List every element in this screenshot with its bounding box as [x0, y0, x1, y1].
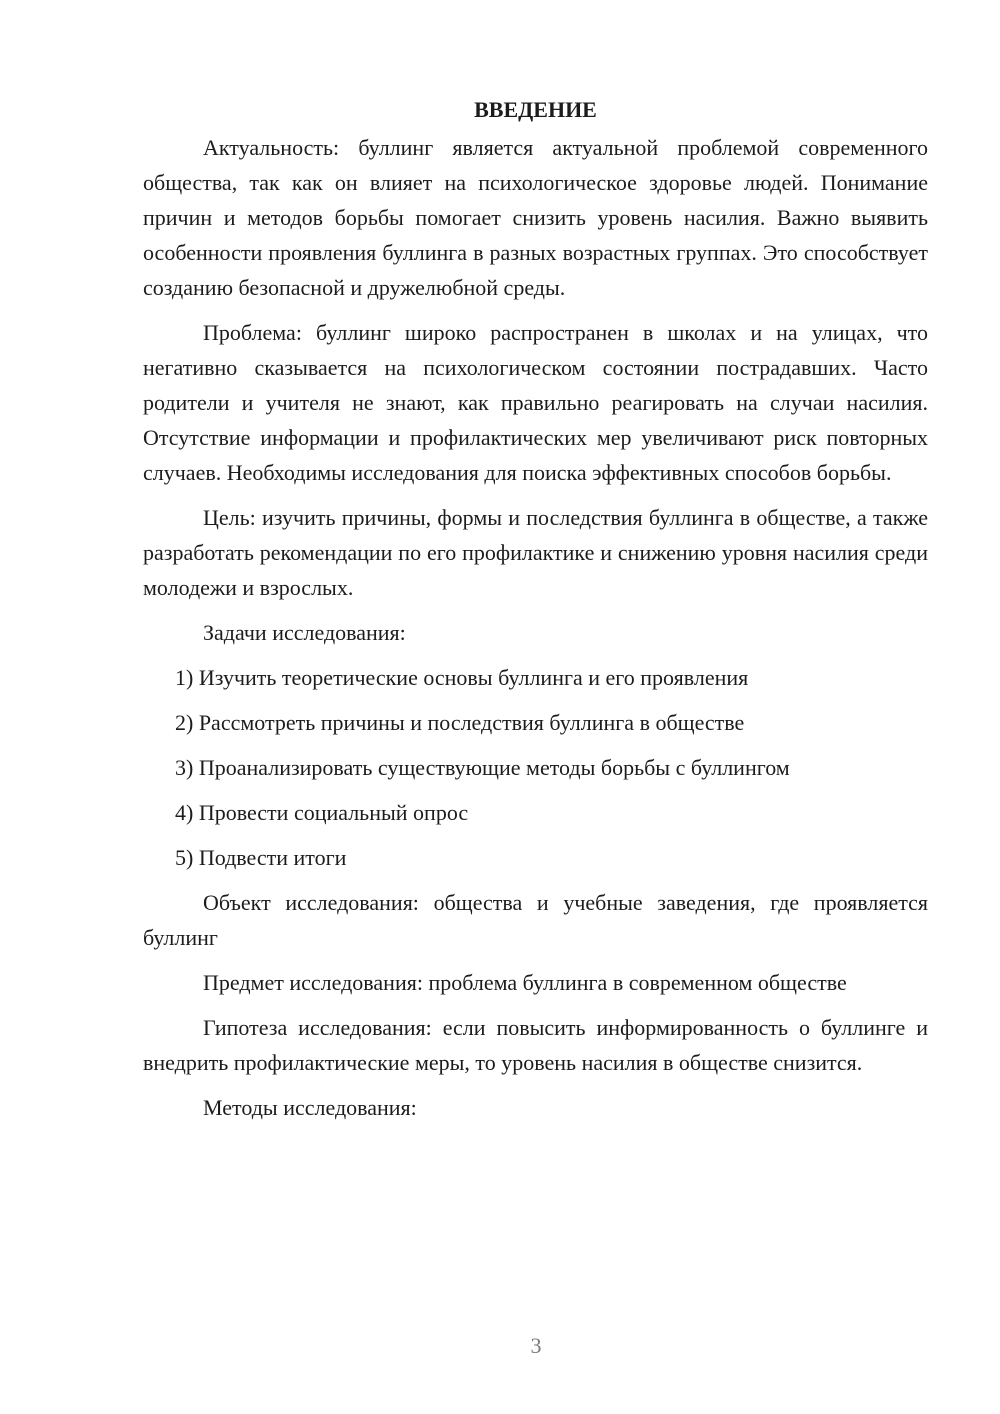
task-item: 4) Провести социальный опрос: [175, 800, 469, 825]
object-paragraph: Объект исследования: общества и учебные заведения, где проявляется буллинг: [143, 890, 928, 950]
task-item: 1) Изучить теоретические основы буллинга и его проявления: [175, 665, 749, 690]
page-number: 3: [530, 1333, 542, 1358]
tasks-list: [143, 660, 928, 875]
task-item: 5) Подвести итоги: [175, 845, 347, 870]
tasks-heading: Задачи исследования:: [203, 620, 406, 645]
document-page: [143, 92, 928, 1135]
task-item: 2) Рассмотреть причины и последствия буллинга в обществе: [175, 710, 745, 735]
relevance-paragraph: Актуальность: буллинг является актуальной проблемой современного общества, так как он влияет на психологическое здоровье людей. Понимание причин и методов борьбы помогает снизить уровень насилия. Важно выявить особенности проявления буллинга в разных возрастных группах. Это способствует созданию безопасной и дружелюбной среды.: [143, 135, 928, 300]
task-item: 3) Проанализировать существующие методы борьбы с буллингом: [175, 755, 790, 780]
section-title: ВВЕДЕНИЕ: [474, 97, 597, 122]
goal-paragraph: Цель: изучить причины, формы и последствия буллинга в обществе, а также разработать рекомендации по его профилактике и снижению уровня насилия среди молодежи и взрослых.: [143, 505, 928, 600]
hypothesis-paragraph: Гипотеза исследования: если повысить информированность о буллинге и внедрить профилактические меры, то уровень насилия в обществе снизится.: [143, 1015, 928, 1075]
subject-paragraph: Предмет исследования: проблема буллинга в современном обществе: [203, 970, 847, 995]
methods-heading: Методы исследования:: [203, 1095, 417, 1120]
problem-paragraph: Проблема: буллинг широко распространен в школах и на улицах, что негативно сказывается на психологическом состоянии пострадавших. Часто родители и учителя не знают, как правильно реагировать на случаи насилия. Отсутствие информации и профилактических мер увеличивают риск повторных случаев. Необходимы исследования для поиска эффективных способов борьбы.: [143, 320, 928, 485]
